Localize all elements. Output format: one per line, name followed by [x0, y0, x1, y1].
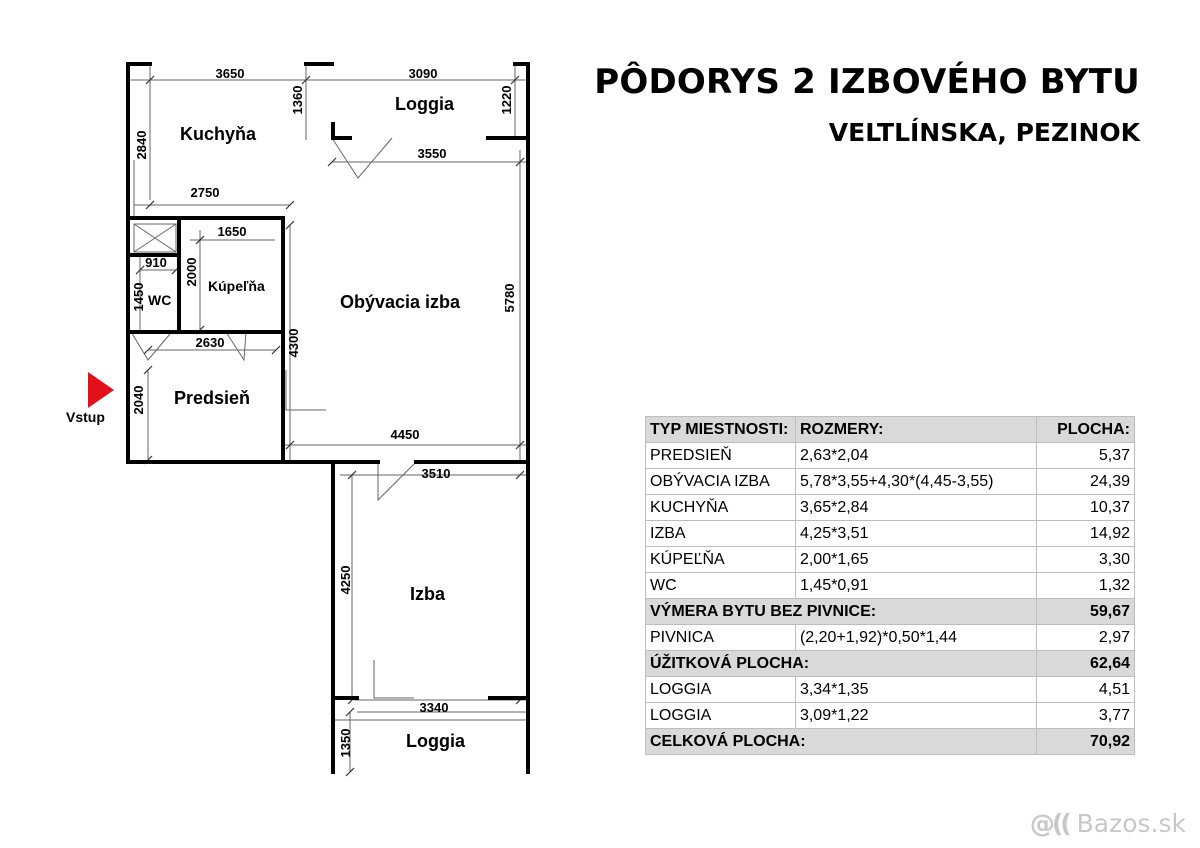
dimension-label: 2840: [134, 130, 149, 160]
table-subtotal-row: [646, 599, 1135, 625]
table-row: [646, 521, 1135, 547]
dimension-lines: [128, 64, 528, 772]
table-subtotal-row: [646, 651, 1135, 677]
table-cell: 5,37: [1037, 443, 1135, 469]
table-cell: 3,77: [1037, 703, 1135, 729]
table-cell: 3,30: [1037, 547, 1135, 573]
dimension-label: 3090: [408, 66, 438, 81]
room-label-loggia-bottom: Loggia: [406, 731, 465, 751]
page-title: PÔDORYS 2 IZBOVÉHO BYTU: [594, 62, 1140, 102]
dimension-label: 1360: [290, 85, 305, 115]
dimension-label: 4300: [286, 328, 301, 358]
table-cell: WC: [646, 573, 796, 599]
table-cell: ÚŽITKOVÁ PLOCHA:: [646, 651, 1037, 677]
watermark-text: Bazos.sk: [1076, 809, 1186, 838]
dimension-label: 1220: [499, 85, 514, 115]
table-cell: 2,00*1,65: [795, 547, 1036, 573]
table-header: ROZMERY:: [795, 417, 1036, 443]
room-label-loggia-top: Loggia: [395, 94, 454, 114]
table-header-row: [646, 417, 1135, 443]
table-cell: PIVNICA: [646, 625, 796, 651]
walls: [128, 64, 528, 772]
entrance-label: Vstup: [66, 409, 105, 425]
table-cell: 70,92: [1037, 729, 1135, 755]
table-cell: 2,63*2,04: [795, 443, 1036, 469]
table-cell: 62,64: [1037, 651, 1135, 677]
room-label-kuchyna: Kuchyňa: [180, 124, 257, 144]
table-cell: (2,20+1,92)*0,50*1,44: [795, 625, 1036, 651]
table-total-row: [646, 729, 1135, 755]
table-cell: OBÝVACIA IZBA: [646, 469, 796, 495]
table-cell: 5,78*3,55+4,30*(4,45-3,55): [795, 469, 1036, 495]
table-cell: 1,32: [1037, 573, 1135, 599]
table-row: [646, 495, 1135, 521]
dimension-label: 2040: [131, 385, 146, 415]
area-table: [645, 416, 1135, 755]
table-cell: 4,51: [1037, 677, 1135, 703]
room-label-izba: Izba: [410, 584, 446, 604]
table-cell: 10,37: [1037, 495, 1135, 521]
table-cell: LOGGIA: [646, 703, 796, 729]
table-cell: 2,97: [1037, 625, 1135, 651]
table-cell: CELKOVÁ PLOCHA:: [646, 729, 1037, 755]
table-cell: KUCHYŇA: [646, 495, 796, 521]
table-header: TYP MIESTNOSTI:: [646, 417, 796, 443]
dimension-label: 2750: [190, 185, 220, 200]
table-row: [646, 677, 1135, 703]
dimension-ticks: [136, 76, 524, 776]
page-subtitle: VELTLÍNSKA, PEZINOK: [828, 118, 1140, 147]
table-cell: 59,67: [1037, 599, 1135, 625]
room-label-predsien: Predsieň: [174, 388, 251, 408]
table-cell: LOGGIA: [646, 677, 796, 703]
table-cell: PREDSIEŇ: [646, 443, 796, 469]
room-label-obyvacia-izba: Obývacia izba: [340, 292, 461, 312]
dimension-label: 1450: [131, 282, 146, 312]
table-cell: 24,39: [1037, 469, 1135, 495]
dimension-label: 1350: [338, 728, 353, 758]
table-row: [646, 547, 1135, 573]
table-header: PLOCHA:: [1037, 417, 1135, 443]
table-row: [646, 625, 1135, 651]
dimension-label: 5780: [502, 283, 517, 313]
dimension-label: 1650: [217, 224, 247, 239]
bazos-logo-icon: @((: [1029, 809, 1069, 838]
table-row: [646, 469, 1135, 495]
table-cell: VÝMERA BYTU BEZ PIVNICE:: [646, 599, 1037, 625]
dimension-label: 3510: [421, 466, 451, 481]
watermark: [1030, 809, 1186, 838]
table-cell: 3,65*2,84: [795, 495, 1036, 521]
dimension-label: 2000: [184, 257, 199, 287]
table-row: [646, 573, 1135, 599]
dimension-label: 3650: [215, 66, 245, 81]
dimension-label: 910: [145, 255, 167, 270]
table-cell: 3,34*1,35: [795, 677, 1036, 703]
table-cell: 14,92: [1037, 521, 1135, 547]
room-label-wc: WC: [148, 292, 172, 308]
table-cell: 3,09*1,22: [795, 703, 1036, 729]
dimension-label: 4450: [390, 427, 420, 442]
dimension-label: 3340: [419, 700, 449, 715]
table-cell: KÚPEĽŇA: [646, 547, 796, 573]
entrance-arrow-icon: [88, 372, 114, 408]
table-cell: IZBA: [646, 521, 796, 547]
table-cell: 1,45*0,91: [795, 573, 1036, 599]
dimension-label: 4250: [338, 565, 353, 595]
table-row: [646, 443, 1135, 469]
dimension-label: 3550: [417, 146, 447, 161]
table-row: [646, 703, 1135, 729]
room-label-kupelna: Kúpeľňa: [208, 278, 265, 294]
dimension-label: 2630: [195, 335, 225, 350]
table-cell: 4,25*3,51: [795, 521, 1036, 547]
